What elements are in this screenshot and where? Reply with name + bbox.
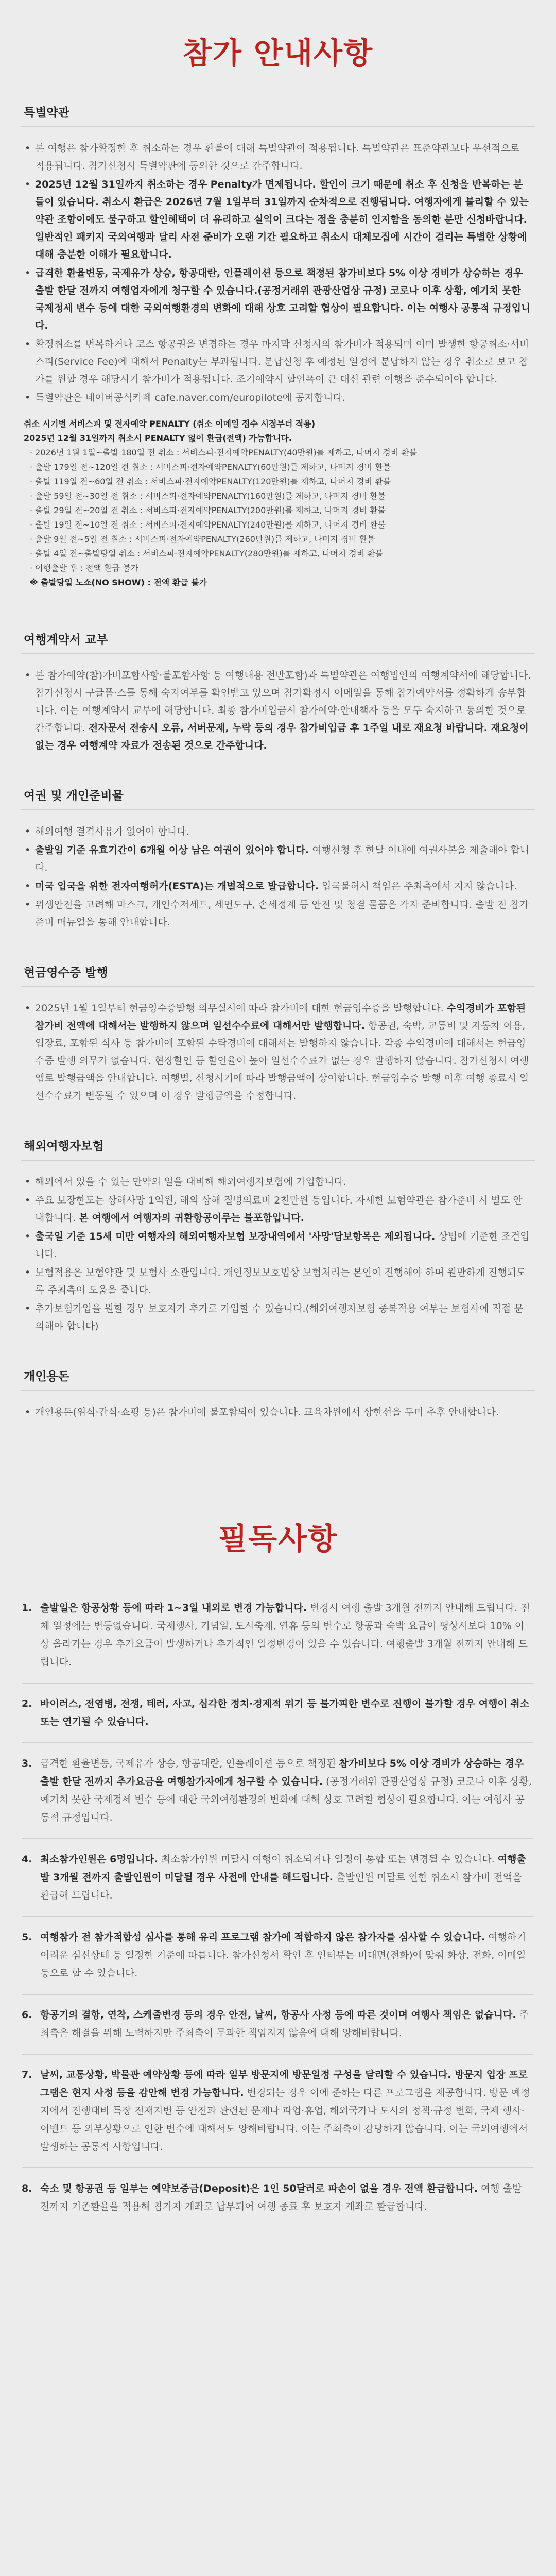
item-divider [22, 1683, 533, 1684]
bullet-list [21, 1403, 535, 1421]
item-divider [22, 1742, 533, 1743]
body-text: 개인용돈(위식·간식·쇼핑 등)은 참가비에 불포함되어 있습니다. 교육차원에서 상한선을 두며 추후 안내합니다. [35, 1406, 499, 1418]
must-read-item [22, 2180, 533, 2216]
list-item [24, 335, 531, 388]
body-text: 급격한 환율변동, 국제유가 상승, 항공대란, 인플레이션 등으로 책정된 [40, 1758, 339, 1769]
must-read-item [22, 1695, 533, 1731]
must-read-item [22, 1928, 533, 1982]
emphasis-text: 수익경비가 포함된 참가비 전액에 대해서는 발행하지 않으며 일선수수료에 대해서만 발행합니다. [35, 1003, 526, 1031]
must-read-item [22, 1755, 533, 1827]
item-number: 4. [22, 1854, 32, 1865]
body-text: 특별약관은 네이버공식카페 cafe.naver.com/europilote에 공지합니다. [35, 392, 345, 403]
body-text: 2025년 1월 1일부터 현금영수증발행 의무실시에 따라 참가비에 대한 현금영수증을 발행합니다. [35, 1003, 447, 1014]
body-text: 해외여행 결격사유가 없어야 합니다. [35, 826, 189, 837]
emphasis-text: 바이러스, 전염병, 전쟁, 테러, 사고, 심각한 정치·경제적 위기 등 불가피한 변수로 진행이 불가할 경우 여행이 취소 또는 연기될 수 있습니다. [40, 1698, 530, 1727]
list-item [24, 823, 531, 840]
must-read-item [22, 1851, 533, 1905]
emphasis-text: 여행참가 전 참가적합성 심사를 통해 유리 프로그램 참가에 적합하지 않은 참가자를 심사할 수 있습니다. [40, 1931, 485, 1943]
penalty-line: · 여행출발 후 : 전액 환급 불가 [30, 563, 139, 573]
section-divider [21, 986, 535, 987]
body-text: 상법에 기준한 조건입니다. [35, 1231, 530, 1260]
section-insurance [0, 1137, 556, 1335]
section-passport [0, 786, 556, 931]
body-text: 출발인원 미달로 인한 취소시 참가비 전액을 환급해 드립니다. [40, 1872, 522, 1901]
penalty-note: ※ 출발당일 노쇼(NO SHOW) : 전액 환급 불가 [30, 578, 207, 587]
section-heading: 현금영수증 발행 [24, 966, 108, 979]
list-item [24, 1264, 531, 1299]
item-number: 2. [22, 1698, 32, 1709]
emphasis-text: 최소참가인원은 6명입니다. [40, 1854, 158, 1865]
section-special [0, 103, 556, 590]
must-read-item [22, 2066, 533, 2156]
penalty-heading: 취소 시기별 서비스피 및 전자예약 PENALTY (취소 이메일 접수 시점부터 적용) [24, 419, 316, 429]
emphasis-text: 급격한 환율변동, 국제유가 상승, 항공대란, 인플레이션 등으로 책정된 참가비보다 5% 이상 경비가 상승하는 경우 출발 한달 전까지 여행업자에게 청구할 수 있습니다. [35, 267, 523, 296]
list-item [24, 1192, 531, 1227]
item-number: 1. [22, 1602, 32, 1614]
body-text: 본 참가예약(참)가비포함사항·불포함사항 등 여행내용 전반포함)과 특별약관은 여행법인의 여행계약서에 해당합니다. 참가신청시 구글폼·스톨 통해 숙지여부를 확인받고 있으며 참가확정시 이메일을 통해 참가예약서를 정확하게 송부합니다. 이는 여행계약서 교부에 해당합니다. 최종 참가비입금시 참가예약·안내책자 등을 모두 숙지하고 동의한 것으로 간주합니다. [35, 670, 531, 734]
bullet-list [21, 999, 535, 1105]
penalty-schedule [24, 417, 532, 590]
body-text: 해외에서 있을 수 있는 만약의 일을 대비해 해외여행자보험에 가입합니다. [35, 1176, 346, 1188]
list-item [24, 1403, 531, 1421]
emphasis-text: 출발일 기준 유효기간이 6개월 이상 남은 여권이 있어야 합니다. [35, 844, 309, 856]
body-text: 변경되는 경우 이에 준하는 다른 프로그램을 제공합니다. 방문 예정지에서 진행대비 특장 전재지변 등 안전과 관련된 문제나 파업·휴업, 해외국가나 도시의 정책·규정 변화, 국제 행사·이벤트 등 외부상황으로 인한 변수에 대해서도 양해바랍니다. 이는 주최측이 감당하지 않습니다. 이는 국외여행에서 발생하는 공통적 사항입니다. [40, 2087, 530, 2153]
body-text: 입국불허시 책임은 주최측에서 지지 않습니다. [319, 880, 517, 892]
list-item [24, 389, 531, 406]
item-divider [22, 1994, 533, 1995]
bullet-list [21, 140, 535, 406]
section-divider [21, 126, 535, 127]
item-divider [22, 2167, 533, 2168]
emphasis-text: 본 여행에서 여행자의 귀환항공이루는 불포함입니다. [79, 1212, 304, 1224]
body-text: 주요 보장한도는 상해사망 1억원, 해외 상해 질병의료비 2천만원 등입니다. 자세한 보험약관은 참가준비 시 별도 안내합니다. [35, 1195, 523, 1224]
bullet-list [21, 823, 535, 931]
section-spacer [0, 1422, 556, 1453]
emphasis-text: 여행자에게 불리할 수 있는 약관 조항이에도 불구하고 할인혜택이 더 유리하고 실익이 크다는 점을 충분히 인지함을 동의한 분만 신청바랍니다. 일반적인 패키지 국외여행과 달리 사전 준비가 오랜 기간 필요하고 취소시 대체모집에 시간이 걸리는 특별한 상황에 대해 충분한 이해가 필요합니다. [35, 196, 529, 260]
penalty-line: · 출발 29일 전~20일 전 취소 : 서비스피·전자예약PENALTY(200만원)를 제하고, 나머지 경비 환불 [30, 505, 386, 515]
section-contract [0, 630, 556, 754]
item-divider [22, 1916, 533, 1917]
section-heading: 개인용돈 [24, 1370, 70, 1383]
list-item [24, 176, 531, 263]
body-text: 본 여행은 참가확정한 후 취소하는 경우 환불에 대해 특별약관이 적용됩니다. 특별약관은 표준약관보다 우선적으로 적용됩니다. 참가신청시 특별약관에 동의한 것으로 간주합니다. [35, 143, 520, 172]
body-text: 확정취소를 번복하거나 코스 항공권을 변경하는 경우 마지막 신청시의 참가비가 적용되며 이미 발생한 항공취소·서비스피(Service Fee)에 대해서 Penalty는 부과됩니다. 분납신청 후 예정된 일정에 분납하지 않는 경우 취소로 보고 참가를 원할 경우 해당시기 참가비가 적용됩니다. 조기예약시 할인폭이 큰 대신 관련 이행을 준수되어야 합니다. [35, 338, 529, 385]
must-read-title: 필독사항 [218, 1521, 338, 1556]
item-number: 3. [22, 1758, 32, 1769]
section-receipt [0, 963, 556, 1105]
emphasis-text: 숙소 및 항공권 등 일부는 예약보증금(Deposit)은 1인 50달러로 파손이 없을 경우 전액 환급합니다. [40, 2183, 478, 2194]
emphasis-text: 날씨, 교통상황, 박물관 예약상황 등에 따라 일부 방문지에 방문일정 구성을 달리할 수 있습니다. 방문지 입장 프로그램은 현지 사정 등을 감안해 변경 가능합니다. [40, 2069, 528, 2098]
item-number: 6. [22, 2009, 32, 2021]
emphasis-text: 출국일 기준 15세 미만 여행자의 해외여행자보험 보장내역에서 '사망'담보항목은 제외됩니다. [35, 1231, 436, 1242]
list-item [24, 264, 531, 334]
page-title: 참가 안내사항 [182, 36, 374, 71]
bullet-list [21, 1173, 535, 1335]
penalty-line: · 출발 9일 전~5일 전 취소 : 서비스피·전자예약PENALTY(260만원)를 제하고, 나머지 경비 환불 [30, 534, 375, 544]
body-text: 주최측은 해결을 위해 노력하지만 주최측이 무과한 책임지지 않음에 대해 양해바랍니다. [40, 2009, 529, 2039]
must-read-item [22, 2006, 533, 2042]
emphasis-text: 2025년 12월 31일까지 취소하는 경우 Penalty가 면제됩니다. 할인이 크기 때문에 취소 후 신청을 반복하는 분들이 있습니다. 취소시 환급은 2026년 7월 1일부터 31일까지 순차적으로 진행됩니다. [35, 179, 523, 208]
emphasis-text: 여행출발 3개월 전까지 출발인원이 미달될 경우 사전에 안내를 해드립니다. [40, 1854, 526, 1883]
must-read-list [0, 1599, 556, 2216]
body-text: (공정거래위 관광산업상 규정) 코로나 이후 상황, 예기치 못한 국제정세 변수 등에 대한 국외여행환경의 변화에 대해 상호 고려할 협상이 필요합니다. 이는 여행사 공통적 규정입니다. [40, 1776, 532, 1823]
penalty-line: · 2026년 1월 1일~출발 180일 전 취소 : 서비스피·전자예약PENALTY(40만원)를 제하고, 나머지 경비 환불 [30, 448, 418, 457]
section-pocket [0, 1367, 556, 1421]
list-item [24, 667, 531, 754]
emphasis-text: 전자문서 전송시 오류, 서버문제, 누락 등의 경우 참가비입금 후 1주일 내로 재요청 바랍니다. 재요청이 없는 경우 여행계약 자료가 전송된 것으로 간주합니다. [35, 722, 529, 751]
item-number: 7. [22, 2069, 32, 2080]
penalty-line: · 출발 119일 전~60일 전 취소 : 서비스피·전자예약PENALTY(120만원)를 제하고, 나머지 경비 환불 [30, 477, 391, 486]
section-divider [21, 809, 535, 810]
section-spacer [0, 1336, 556, 1367]
section-heading: 여권 및 개인준비물 [24, 789, 124, 803]
end-space [0, 2216, 556, 2257]
body-text: 변경시 여행 출발 3개월 전까지 안내해 드립니다. 전체 일정에는 변동없습니다. 국제행사, 기념일, 도시축제, 연휴 등의 변수로 항공과 숙박 요금이 평상시보다 10% 이상 올라가는 경우 추가요금이 발생하거나 추가적인 일정변경이 있을 수 있습니다. 여행출발 3개월 전까지 안내해 드립니다. [40, 1602, 530, 1668]
penalty-line: · 출발 19일 전~10일 전 취소 : 서비스피·전자예약PENALTY(240만원)를 제하고, 나머지 경비 환불 [30, 520, 386, 530]
emphasis-text: 항공기의 결항, 연착, 스케줄변경 등의 경우 안전, 날씨, 항공사 사정 등에 따른 것이며 여행사 책임은 없습니다. [40, 2009, 516, 2021]
section-spacer [0, 590, 556, 630]
sections [0, 103, 556, 1453]
penalty-heading: 2025년 12월 31일까지 취소시 PENALTY 없이 환급(전액) 가능합니다. [24, 433, 292, 443]
section-divider [21, 1390, 535, 1391]
list-item [24, 140, 531, 175]
section-heading: 해외여행자보험 [24, 1140, 104, 1153]
item-number: 8. [22, 2183, 32, 2194]
penalty-line: · 출발 59일 전~30일 전 취소 : 서비스피·전자예약PENALTY(160만원)를 제하고, 나머지 경비 환불 [30, 491, 386, 501]
list-item [24, 841, 531, 876]
body-text: 여행신청 후 한달 이내에 여권사본을 제출해야 합니다. [35, 844, 529, 873]
emphasis-text: 참가비보다 5% 이상 경비가 상승하는 경우 출발 한달 전까지 추가요금을 여행참가자에게 청구할 수 있습니다. [40, 1758, 524, 1787]
penalty-line: · 출발 4일 전~출발당일 취소 : 서비스피·전자예약PENALTY(280만원)를 제하고, 나머지 경비 환불 [30, 549, 384, 558]
section-divider [21, 653, 535, 654]
section-heading: 여행계약서 교부 [24, 633, 108, 647]
section-spacer [0, 932, 556, 963]
list-item [24, 1228, 531, 1263]
list-item [24, 877, 531, 895]
list-item [24, 1300, 531, 1335]
emphasis-text: (공정거래위 관광산업상 규정) 코로나 이후 상황, 예기치 못한 국제정세 변수 등에 대한 국외여행환경의 변화에 대해 상호 고려할 협상이 필요합니다. 이는 여행사 공통적 규정입니다. [35, 285, 531, 331]
item-divider [22, 1838, 533, 1839]
bullet-list [21, 667, 535, 754]
body-text: 위생안전을 고려해 마스크, 개인수저세트, 세면도구, 손세정제 등 안전 및 청결 물품은 각자 준비합니다. 출발 전 참가준비 매뉴얼을 통해 안내합니다. [35, 899, 529, 928]
body-text: 최소참가인원 미달시 여행이 취소되거나 일정이 통합 또는 변경될 수 있습니다. [158, 1854, 498, 1865]
list-item [24, 999, 531, 1105]
emphasis-text: 미국 입국을 위한 전자여행허가(ESTA)는 개별적으로 발급합니다. [35, 880, 319, 892]
item-number: 5. [22, 1931, 32, 1943]
item-divider [22, 2054, 533, 2055]
list-item [24, 896, 531, 931]
list-item [24, 1173, 531, 1191]
body-text: 보험적용은 보험약관 및 보험사 소관입니다. 개인정보보호법상 보험처리는 본인이 진행해야 하며 원만하게 진행되도록 주최측이 도움을 줍니다. [35, 1267, 526, 1296]
body-text: 추가보험가입을 원할 경우 보호자가 추가로 가입할 수 있습니다.(해외여행자보험 중복적용 여부는 보험사에 직접 문의해야 합니다) [35, 1303, 524, 1332]
body-text: 여행하기 어려운 심신상태 등 일정한 기준에 따릅니다. 참가신청서 확인 후 인터뷰는 비대면(전화)에 맞춰 화상, 전화, 이메일 등으로 할 수 있습니다. [40, 1931, 526, 1979]
section-heading: 특별약관 [24, 106, 70, 120]
must-read-item [22, 1599, 533, 1671]
section-divider [21, 1160, 535, 1161]
emphasis-text: 출발일은 항공상황 등에 따라 1~3일 내외로 변경 가능합니다. [40, 1602, 307, 1614]
section-spacer [0, 1106, 556, 1137]
body-text: 여행 출발 전까지 기존환율을 적용해 참가자 계좌로 납부되어 여행 종료 후 보호자 계좌로 환급합니다. [40, 2183, 522, 2212]
body-text: 항공권, 숙박, 교통비 및 자동차 이용, 입장료, 포함된 식사 등 참가비에 포함된 수탁경비에 대해서는 발행하지 않습니다. 각종 수익경비에 대해서는 현금영수증 발행 의무가 없습니다. 현장할인 등 할인율이 높아 일선수수료가 없는 경우 발행하지 않습니다. 참가신청시 여행앱로 발행금액을 안내합니다. 여행별, 신청시기에 따라 발행금액이 상이합니다. 현금영수증 발행 이후 여행 종료시 일선수수료가 변동될 수 있으며 이 경우 발행금액을 수정합니다. [35, 1020, 529, 1101]
section-spacer [0, 755, 556, 786]
penalty-line: · 출발 179일 전~120일 전 취소 : 서비스피·전자예약PENALTY(60만원)를 제하고, 나머지 경비 환불 [30, 462, 391, 472]
